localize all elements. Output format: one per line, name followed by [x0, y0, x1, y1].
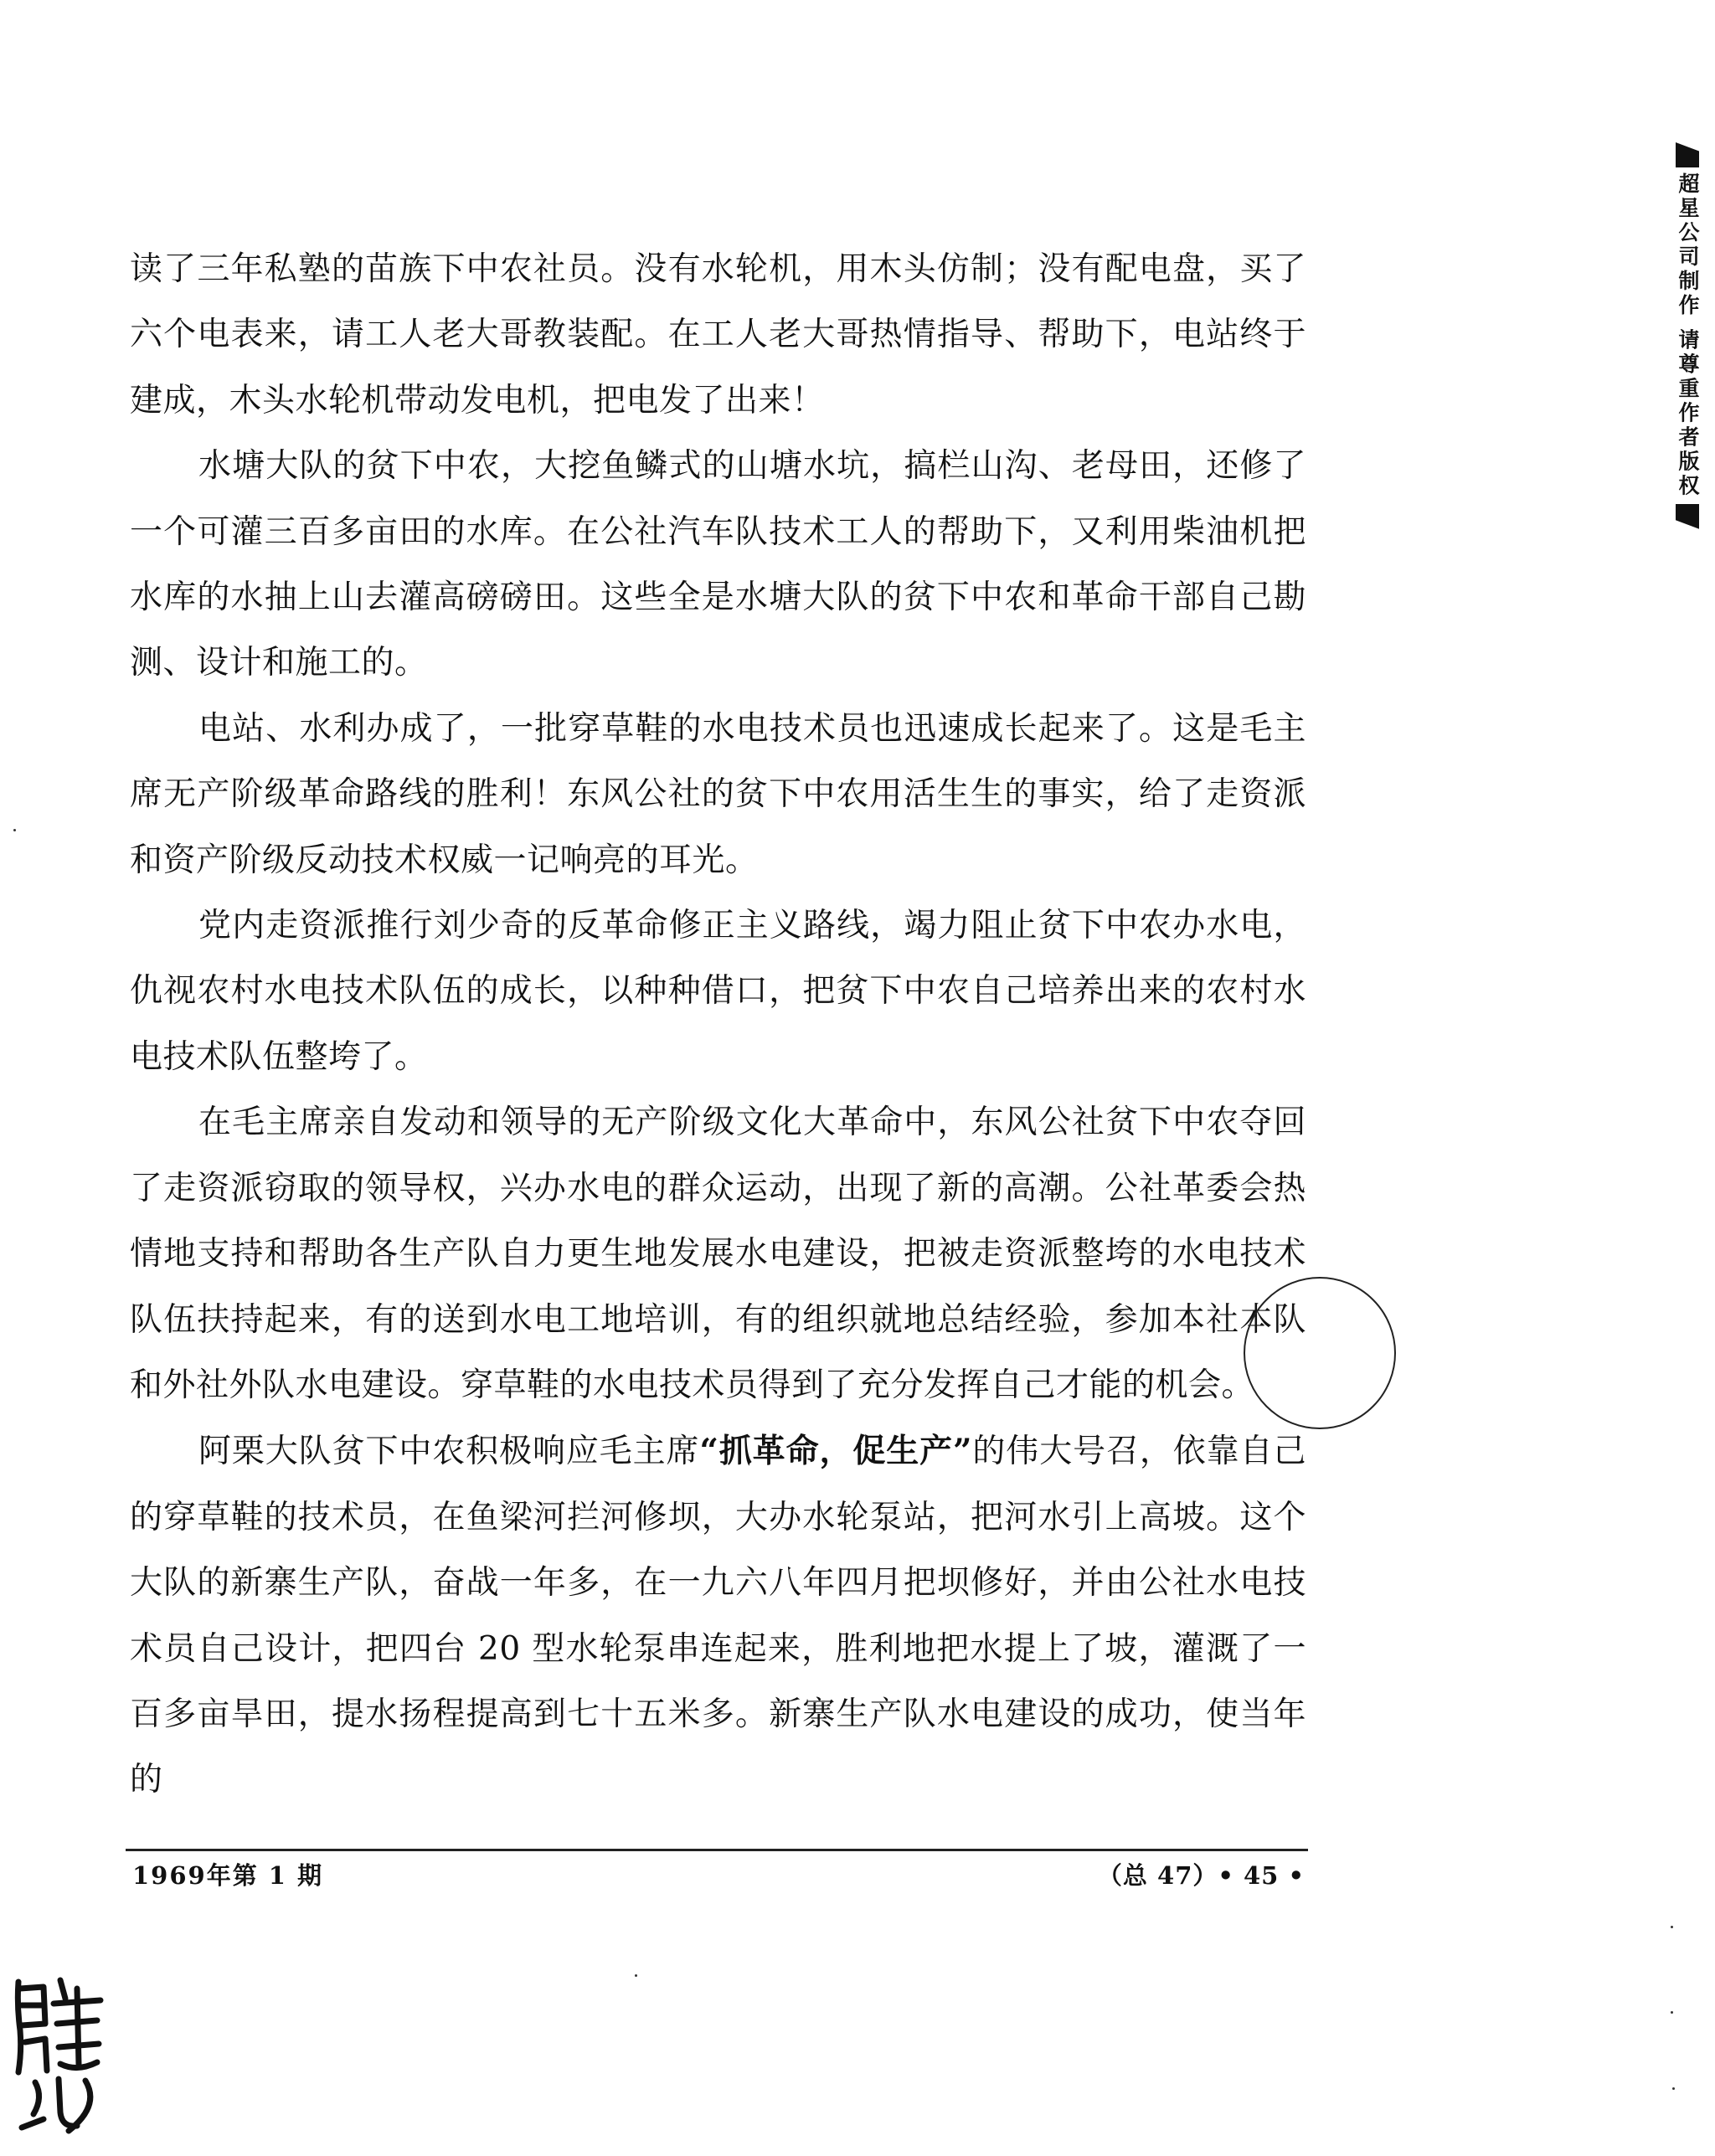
circle-mark: [1244, 1277, 1396, 1429]
paragraph-3: 电站、水利办成了，一批穿草鞋的水电技术员也迅速成长起来了。这是毛主席无产阶级革命路线的胜利！东风公社的贫下中农用活生生的事实，给了走资派和资产阶级反动技术权威一记响亮的耳光。: [130, 709, 1306, 879]
paragraph-1: 读了三年私塾的苗族下中农社员。没有水轮机，用木头仿制；没有配电盘，买了六个电表来，请工人老大哥教装配。在工人老大哥热情指导、帮助下，电站终于建成，木头水轮机带动发电机，把电发了出来！: [130, 250, 1306, 419]
side-bar-bottom: [1676, 504, 1699, 529]
paragraph-5: 在毛主席亲自发动和领导的无产阶级文化大革命中，东风公社贫下中农夺回了走资派窃取的领导权，兴办水电的群众运动，出现了新的高潮。公社革委会热情地支持和帮助各生产队自力更生地发展水电建设，把被走资派整垮的水电技术队伍扶持起来，有的送到水电工地培训，有的组织就地总结经验，参加本社本队和外社外队水电建设。穿草鞋的水电技术员得到了充分发挥自己才能的机会。: [130, 1104, 1306, 1404]
side-bar-top: [1676, 142, 1699, 167]
footer-issue: 1969年第 1 期: [132, 1861, 324, 1890]
scan-speck: [1672, 2087, 1675, 2090]
paragraph-6: [130, 1418, 1306, 1813]
scan-speck: [13, 829, 16, 831]
scan-speck: [635, 1974, 637, 1977]
article-body: [130, 237, 1306, 1814]
paragraph-6-after: 的伟大号召，依靠自己的穿草鞋的技术员，在鱼梁河拦河修坝，大办水轮泵站，把河水引上高坡。这个大队的新寨生产队，奋战一年多，在一九六八年四月把坝修好，并由公社水电技术员自己设计，把四台 20 型水轮泵串连起来，胜利地把水提上了坡，灌溉了一百多亩旱田，提水扬程提高到七十五米多。新寨生产队水电建设的成功，使当年的: [130, 1433, 1306, 1799]
paragraph-4: 党内走资派推行刘少奇的反革命修正主义路线，竭力阻止贫下中农办水电，仇视农村水电技术队伍的成长，以种种借口，把贫下中农自己培养出来的农村水电技术队伍整垮了。: [130, 907, 1306, 1076]
seal-icon: [10, 1972, 109, 2139]
paragraph-6-before: 阿栗大队贫下中农积极响应毛主席: [198, 1433, 700, 1471]
seal-stamp: [10, 1972, 109, 2139]
paragraph-2: 水塘大队的贫下中农，大挖鱼鳞式的山塘水坑，搞栏山沟、老母田，还修了一个可灌三百多亩田的水库。在公社汽车队技术工人的帮助下，又利用柴油机把水库的水抽上山去灌高磅磅田。这些全是水塘大队的贫下中农和革命干部自己勘测、设计和施工的。: [130, 447, 1306, 682]
copyright-side-label: [1671, 142, 1704, 529]
footer-rule: [126, 1849, 1308, 1851]
scan-speck: [1671, 1926, 1673, 1928]
paragraph-6-quote: “抓革命，促生产”: [699, 1432, 972, 1471]
footer-page-number: （总 47）• 45 •: [1097, 1861, 1305, 1890]
scan-speck: [1671, 2011, 1673, 2014]
side-label-text: 超星公司制作 请尊重作者版权: [1676, 172, 1700, 499]
